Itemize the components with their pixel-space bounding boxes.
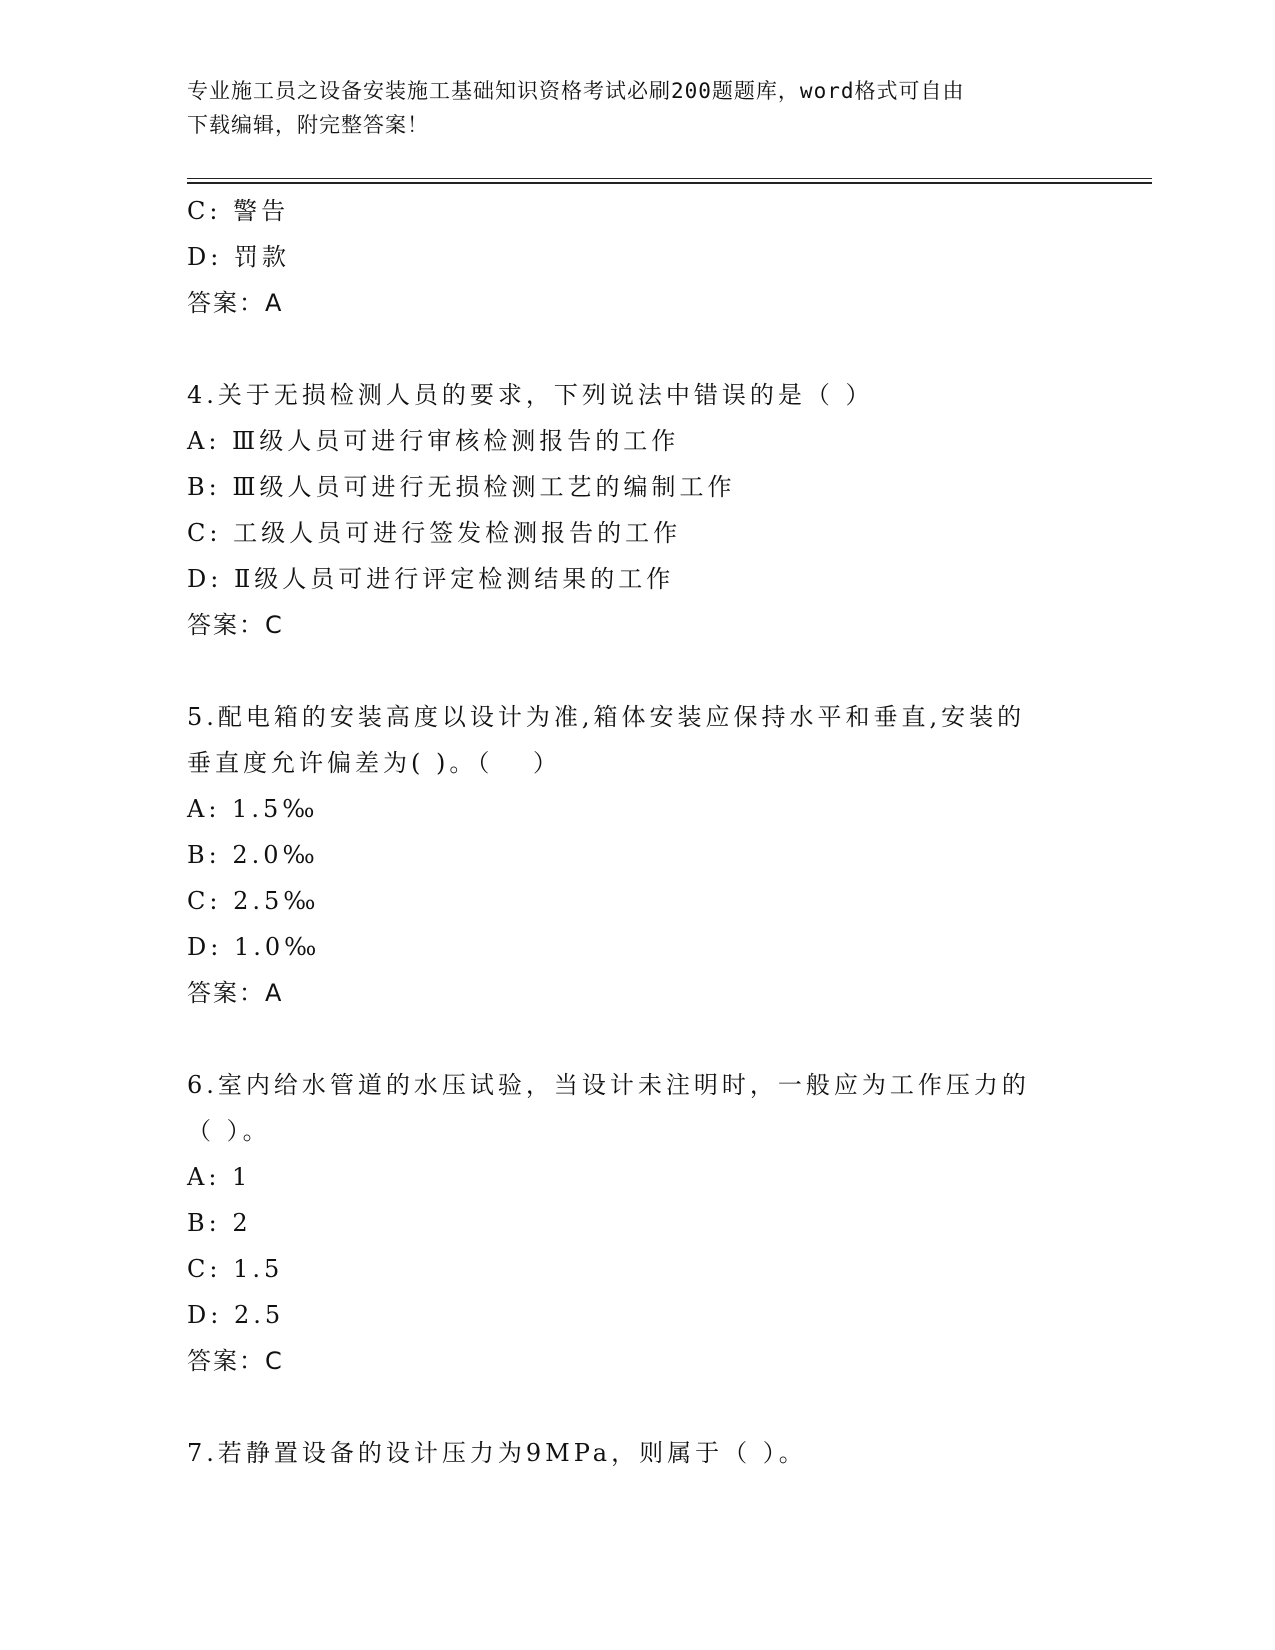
answer-line: 答案：C bbox=[187, 611, 284, 639]
answer-line: 答案：C bbox=[187, 1347, 284, 1375]
option-a: A: 1.5‰ bbox=[187, 795, 319, 823]
document-header bbox=[187, 74, 1087, 142]
question-stem-line-1: 6.室内给水管道的水压试验，当设计未注明时，一般应为工作压力的 bbox=[187, 1071, 1030, 1099]
spacer bbox=[187, 1384, 1077, 1430]
question-stem-line-2: （ ）。 bbox=[187, 1117, 271, 1145]
header-line-2: 下载编辑，附完整答案！ bbox=[187, 113, 429, 137]
question-stem: 7.若静置设备的设计压力为9MPa，则属于（ ）。 bbox=[187, 1439, 807, 1467]
question-7 bbox=[187, 1430, 1077, 1476]
option-a: A: Ⅲ级人员可进行审核检测报告的工作 bbox=[187, 427, 680, 455]
header-divider-thin bbox=[187, 178, 1152, 179]
option-b: B: 2 bbox=[187, 1209, 252, 1237]
spacer bbox=[187, 1016, 1077, 1062]
option-d: D: 1.0‰ bbox=[187, 933, 321, 961]
option-c: C: 1.5 bbox=[187, 1255, 284, 1283]
option-b: B: 2.0‰ bbox=[187, 841, 319, 869]
spacer bbox=[187, 326, 1077, 372]
option-d: D: Ⅱ级人员可进行评定检测结果的工作 bbox=[187, 565, 675, 593]
option-d: D: 罚款 bbox=[187, 243, 290, 271]
answer-line: 答案：A bbox=[187, 289, 284, 317]
option-c: C: 2.5‰ bbox=[187, 887, 320, 915]
header-line-1: 专业施工员之设备安装施工基础知识资格考试必刷200题题库，word格式可自由 bbox=[187, 79, 965, 103]
question-stem: 4.关于无损检测人员的要求，下列说法中错误的是（ ） bbox=[187, 381, 874, 409]
question-list bbox=[187, 188, 1077, 1476]
question-stem-line-2: 垂直度允许偏差为( )。（ ） bbox=[187, 749, 561, 777]
option-c: C: 警告 bbox=[187, 197, 290, 225]
question-5 bbox=[187, 694, 1077, 1016]
option-a: A: 1 bbox=[187, 1163, 252, 1191]
spacer bbox=[187, 648, 1077, 694]
header-divider-thick bbox=[187, 182, 1152, 184]
option-c: C: 工级人员可进行签发检测报告的工作 bbox=[187, 519, 682, 547]
question-6 bbox=[187, 1062, 1077, 1384]
question-3 bbox=[187, 188, 1077, 326]
question-stem-line-1: 5.配电箱的安装高度以设计为准,箱体安装应保持水平和垂直,安装的 bbox=[187, 703, 1026, 731]
question-4 bbox=[187, 372, 1077, 648]
option-b: B: Ⅲ级人员可进行无损检测工艺的编制工作 bbox=[187, 473, 736, 501]
answer-line: 答案：A bbox=[187, 979, 284, 1007]
option-d: D: 2.5 bbox=[187, 1301, 285, 1329]
